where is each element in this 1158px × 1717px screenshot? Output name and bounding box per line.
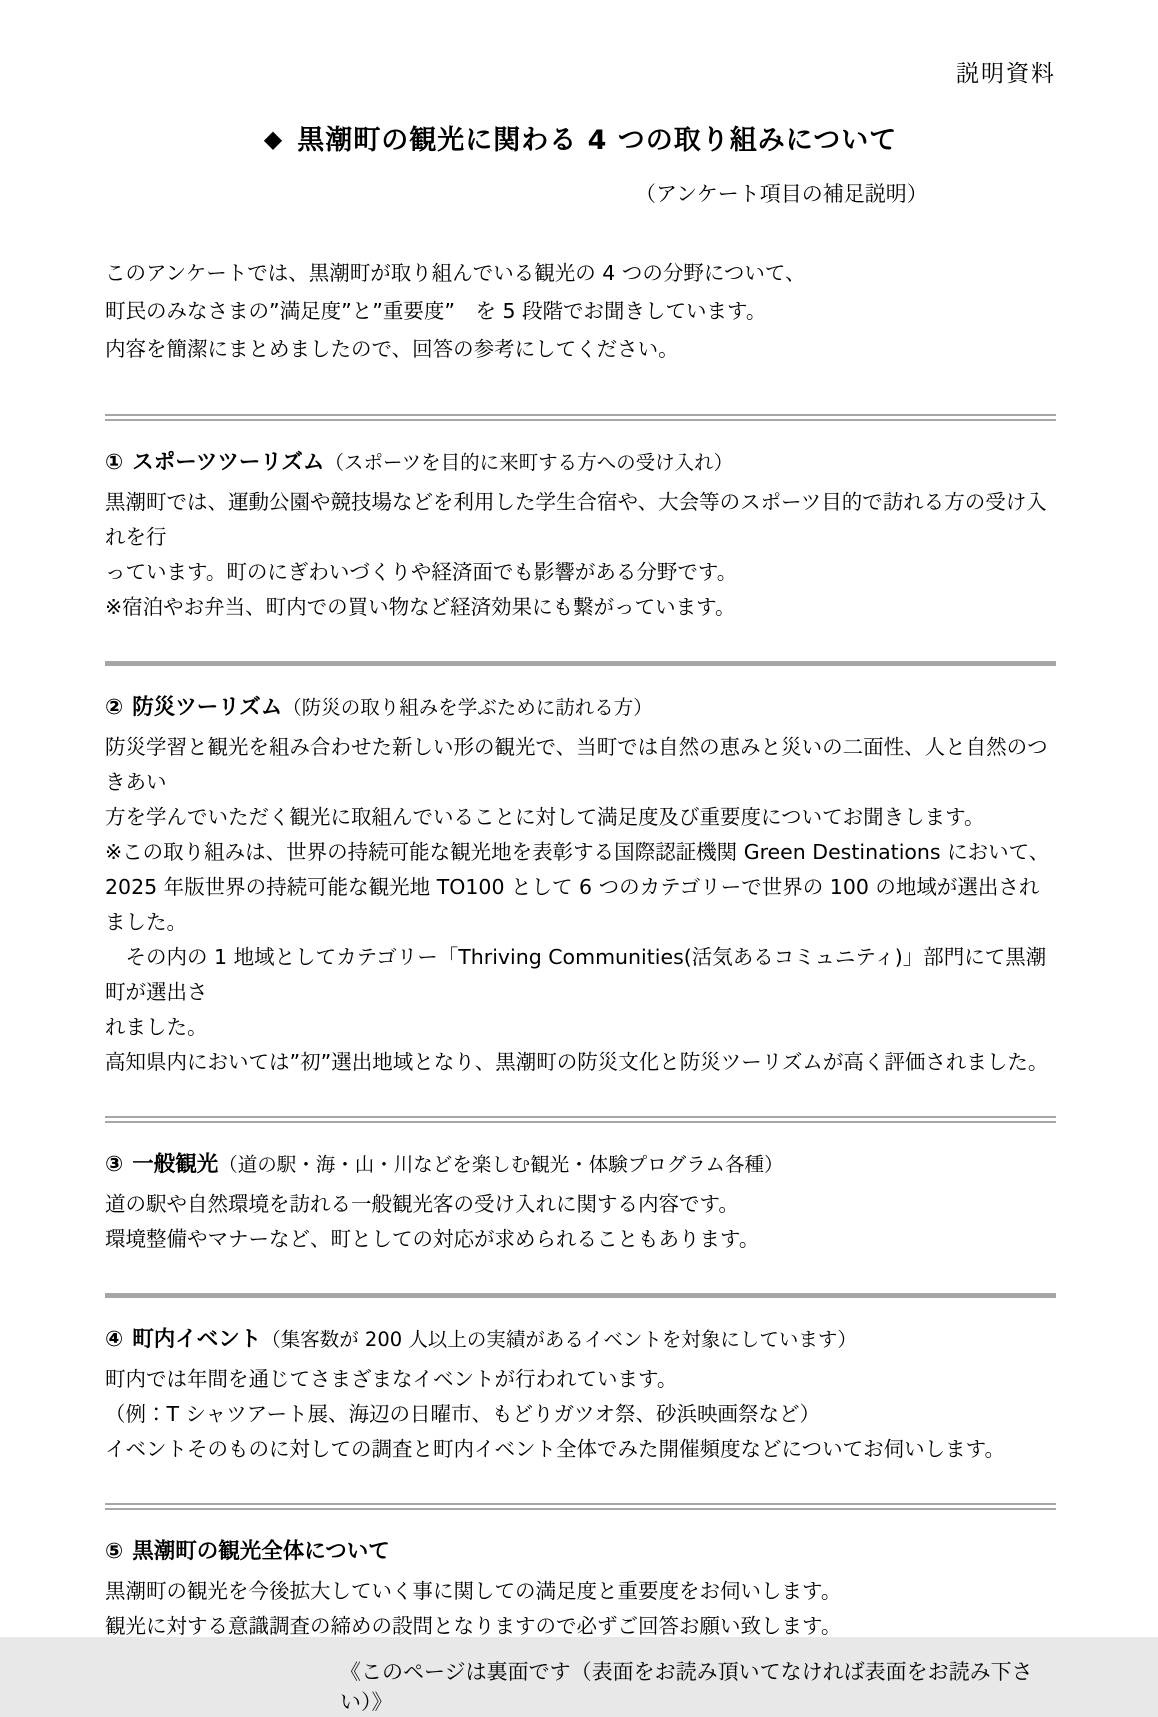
section-town-events: [105, 1293, 1056, 1467]
body-line: 高知県内においては”初”選出地域となり、黒潮町の防災文化と防災ツーリズムが高く評価されました。: [105, 1050, 1049, 1074]
section-divider: [105, 414, 1056, 421]
section-title: 黒潮町の観光全体について: [132, 1539, 390, 1564]
section-body: [105, 1362, 1056, 1467]
page-subtitle: （アンケート項目の補足説明）: [635, 182, 928, 206]
body-line: 環境整備やマナーなど、町としての対応が求められることもあります。: [105, 1227, 760, 1251]
section-number: ⑤: [105, 1539, 124, 1564]
section-sports-tourism: [105, 414, 1056, 625]
body-line: っています。町のにぎわいづくりや経済面でも影響がある分野です。: [105, 560, 738, 584]
section-heading: [105, 1148, 1056, 1182]
body-line: ※この取り組みは、世界の持続可能な観光地を表彰する国際認証機関 Green Destinations において、: [105, 840, 1050, 864]
body-line: イベントそのものに対しての調査と町内イベント全体でみた開催頻度などについてお伺いします。: [105, 1437, 1005, 1461]
body-line: 町内では年間を通じてさまざまなイベントが行われています。: [105, 1367, 678, 1391]
intro-line: 町民のみなさまの”満足度”と”重要度” を 5 段階でお聞きしています。: [105, 299, 767, 323]
body-line: （例：T シャツアート展、海辺の日曜市、もどりガツオ祭、砂浜映画祭など）: [105, 1402, 821, 1426]
section-divider: [105, 1503, 1056, 1510]
body-line: 方を学んでいただく観光に取組んでいることに対して満足度及び重要度についてお聞きします。: [105, 805, 985, 829]
section-title: スポーツツーリズム: [132, 450, 325, 475]
section-general-tourism: [105, 1116, 1056, 1257]
section-divider: [105, 661, 1056, 666]
section-heading: [105, 691, 1056, 725]
body-line: 黒潮町では、運動公園や競技場などを利用した学生合宿や、大会等のスポーツ目的で訪れる方の受け入れを行: [105, 490, 1047, 549]
section-heading-note: （防災の取り組みを学ぶために訪れる方）: [282, 696, 653, 719]
body-line: ※宿泊やお弁当、町内での買い物など経済効果にも繋がっています。: [105, 595, 736, 619]
section-heading-note: （集客数が 200 人以上の実績があるイベントを対象にしています）: [261, 1328, 857, 1351]
body-line: その内の 1 地域としてカテゴリー「Thriving Communities(活気あるコミュニティ)」部門にて黒潮町が選出さ: [105, 945, 1047, 1004]
intro-line: 内容を簡潔にまとめましたので、回答の参考にしてください。: [105, 337, 679, 361]
section-heading-note: （道の駅・海・山・川などを楽しむ観光・体験プログラム各種）: [218, 1153, 784, 1176]
footer-note: 《このページは裏面です（表面をお読み頂いてなければ表面をお読み下さい）》: [340, 1660, 1033, 1714]
body-line: 黒潮町の観光を今後拡大していく事に関しての満足度と重要度をお伺いします。: [105, 1579, 842, 1603]
section-title: 町内イベント: [132, 1327, 262, 1352]
body-line: 道の駅や自然環境を訪れる一般観光客の受け入れに関する内容です。: [105, 1192, 739, 1216]
section-divider: [105, 1116, 1056, 1123]
section-number: ②: [105, 695, 124, 720]
body-line: 2025 年版世界の持続可能な観光地 TO100 として 6 つのカテゴリーで世界の 100 の地域が選出されました。: [105, 875, 1040, 934]
section-divider: [105, 1293, 1056, 1298]
intro-line: このアンケートでは、黒潮町が取り組んでいる観光の 4 つの分野について、: [105, 261, 806, 285]
section-heading: [105, 1323, 1056, 1357]
body-line: 防災学習と観光を組み合わせた新しい形の観光で、当町では自然の恵みと災いの二面性、人と自然のつきあい: [105, 735, 1048, 794]
section-overall-tourism: [105, 1503, 1056, 1644]
section-number: ①: [105, 450, 124, 475]
section-body: [105, 1187, 1056, 1257]
page-title-text: 黒潮町の観光に関わる 4 つの取り組みについて: [297, 125, 898, 156]
section-number: ③: [105, 1152, 124, 1177]
section-heading: [105, 446, 1056, 480]
section-number: ④: [105, 1327, 124, 1352]
section-body: [105, 730, 1056, 1080]
intro-paragraph: [105, 254, 1056, 368]
section-body: [105, 1574, 1056, 1644]
body-line: 観光に対する意識調査の締めの設問となりますので必ずご回答お願い致します。: [105, 1614, 842, 1638]
section-disaster-tourism: [105, 661, 1056, 1080]
page-title: [105, 120, 1056, 160]
section-title: 防災ツーリズム: [132, 695, 283, 720]
section-body: [105, 485, 1056, 625]
diamond-bullet-icon: ◆: [263, 125, 284, 153]
section-heading-note: （スポーツを目的に来町する方への受け入れ）: [324, 451, 734, 474]
section-heading: [105, 1535, 1056, 1569]
corner-label: 説明資料: [956, 61, 1056, 87]
section-title: 一般観光: [132, 1152, 219, 1177]
body-line: れました。: [105, 1015, 208, 1039]
